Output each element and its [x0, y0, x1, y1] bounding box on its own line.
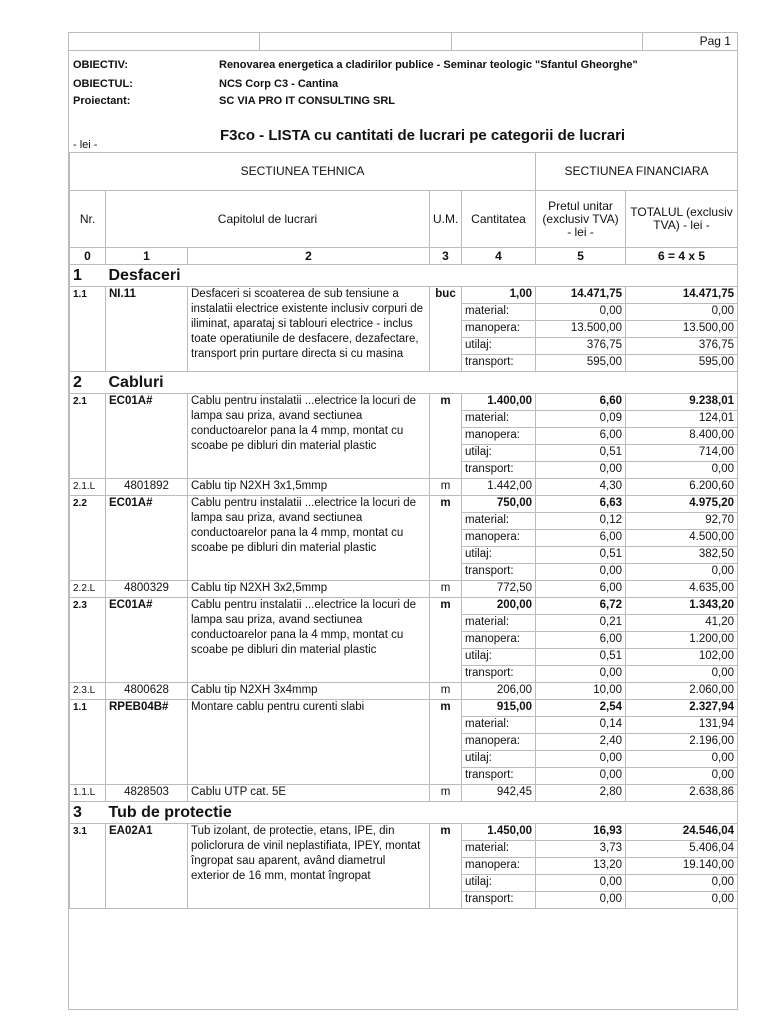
- breakdown-total: 124,01: [626, 411, 738, 428]
- item-total: 24.546,04: [626, 824, 738, 841]
- item-total: 4.975,20: [626, 496, 738, 513]
- breakdown-total: 0,00: [626, 666, 738, 683]
- header-cell: [452, 33, 643, 50]
- item-code: RPEB04B#: [106, 700, 188, 785]
- breakdown-unit-price: 13.500,00: [536, 321, 626, 338]
- col-um: U.M.: [430, 191, 462, 248]
- column-number: 4: [462, 248, 536, 265]
- item-row: [70, 598, 738, 615]
- section-fin-header: SECTIUNEA FINANCIARA: [536, 153, 738, 191]
- breakdown-total: 1.200,00: [626, 632, 738, 649]
- section-header-row: [70, 372, 738, 394]
- item-number: 3.1: [70, 824, 106, 909]
- item-unit: m: [430, 598, 462, 683]
- breakdown-total: 8.400,00: [626, 428, 738, 445]
- material-description: Cablu tip N2XH 3x2,5mmp: [188, 581, 430, 598]
- item-unit: m: [430, 700, 462, 785]
- material-row: [70, 581, 738, 598]
- item-row: [70, 700, 738, 717]
- item-unit: m: [430, 394, 462, 479]
- item-code: EC01A#: [106, 598, 188, 683]
- breakdown-total: 376,75: [626, 338, 738, 355]
- breakdown-total: 4.500,00: [626, 530, 738, 547]
- breakdown-total: 0,00: [626, 304, 738, 321]
- item-unit: m: [430, 824, 462, 909]
- breakdown-unit-price: 0,21: [536, 615, 626, 632]
- item-quantity: 750,00: [462, 496, 536, 513]
- breakdown-label: utilaj:: [462, 547, 536, 564]
- column-number: 1: [106, 248, 188, 265]
- material-number: 2.2.L: [70, 581, 106, 598]
- item-unit: m: [430, 496, 462, 581]
- material-unit: m: [430, 683, 462, 700]
- column-number: 6 = 4 x 5: [626, 248, 738, 265]
- item-description: Cablu pentru instalatii ...electrice la locuri de lampa sau priza, avand sectiunea conductoarelor pana la 4 mmp, montat cu scoabe pe dibluri din material plastic: [188, 598, 430, 683]
- breakdown-total: 102,00: [626, 649, 738, 666]
- material-quantity: 1.442,00: [462, 479, 536, 496]
- works-table: [69, 152, 738, 909]
- breakdown-label: manopera:: [462, 632, 536, 649]
- breakdown-label: transport:: [462, 768, 536, 785]
- material-unit-price: 6,00: [536, 581, 626, 598]
- breakdown-total: 0,00: [626, 462, 738, 479]
- item-unit-price: 2,54: [536, 700, 626, 717]
- material-number: 2.1.L: [70, 479, 106, 496]
- breakdown-unit-price: 6,00: [536, 428, 626, 445]
- breakdown-label: utilaj:: [462, 875, 536, 892]
- breakdown-unit-price: 0,00: [536, 768, 626, 785]
- material-row: [70, 683, 738, 700]
- header-cell: [260, 33, 451, 50]
- page-header-row: [68, 32, 738, 51]
- item-row: [70, 824, 738, 841]
- breakdown-unit-price: 376,75: [536, 338, 626, 355]
- breakdown-label: material:: [462, 411, 536, 428]
- breakdown-total: 92,70: [626, 513, 738, 530]
- item-quantity: 1,00: [462, 287, 536, 304]
- info-value-proiectant: SC VIA PRO IT CONSULTING SRL: [219, 95, 396, 107]
- material-unit: m: [430, 479, 462, 496]
- item-total: 2.327,94: [626, 700, 738, 717]
- breakdown-total: 382,50: [626, 547, 738, 564]
- breakdown-total: 131,94: [626, 717, 738, 734]
- breakdown-unit-price: 0,00: [536, 462, 626, 479]
- breakdown-unit-price: 0,14: [536, 717, 626, 734]
- currency-note: - lei -: [73, 139, 98, 151]
- material-total: 2.638,86: [626, 785, 738, 802]
- material-total: 6.200,60: [626, 479, 738, 496]
- breakdown-label: transport:: [462, 462, 536, 479]
- material-description: Cablu UTP cat. 5E: [188, 785, 430, 802]
- breakdown-label: transport:: [462, 564, 536, 581]
- breakdown-label: manopera:: [462, 428, 536, 445]
- breakdown-unit-price: 0,00: [536, 875, 626, 892]
- breakdown-label: material:: [462, 615, 536, 632]
- breakdown-unit-price: 595,00: [536, 355, 626, 372]
- info-value-obiectiv: Renovarea energetica a cladirilor publice - Seminar teologic "Sfantul Gheorghe": [219, 59, 638, 71]
- document-title: F3co - LISTA cu cantitati de lucrari pe categorii de lucrari: [220, 127, 626, 144]
- item-unit-price: 16,93: [536, 824, 626, 841]
- breakdown-unit-price: 0,51: [536, 445, 626, 462]
- material-unit-price: 2,80: [536, 785, 626, 802]
- section-name: Cabluri: [106, 372, 738, 394]
- breakdown-unit-price: 0,12: [536, 513, 626, 530]
- breakdown-total: 19.140,00: [626, 858, 738, 875]
- item-quantity: 1.400,00: [462, 394, 536, 411]
- item-total: 9.238,01: [626, 394, 738, 411]
- breakdown-total: 0,00: [626, 768, 738, 785]
- breakdown-label: material:: [462, 841, 536, 858]
- breakdown-unit-price: 13,20: [536, 858, 626, 875]
- breakdown-unit-price: 0,00: [536, 564, 626, 581]
- breakdown-unit-price: 0,00: [536, 666, 626, 683]
- breakdown-label: utilaj:: [462, 338, 536, 355]
- section-number: 1: [70, 265, 106, 287]
- breakdown-label: utilaj:: [462, 649, 536, 666]
- item-code: NI.11: [106, 287, 188, 372]
- breakdown-total: 0,00: [626, 564, 738, 581]
- breakdown-unit-price: 0,51: [536, 649, 626, 666]
- col-qty: Cantitatea: [462, 191, 536, 248]
- breakdown-label: material:: [462, 717, 536, 734]
- column-number: 0: [70, 248, 106, 265]
- item-description: Tub izolant, de protectie, etans, IPE, din policlorura de vinil neplastifiata, IPEY, montat îngropat sau aparent, având diametrul exterior de 16 mm, montat îngropat: [188, 824, 430, 909]
- breakdown-label: utilaj:: [462, 751, 536, 768]
- breakdown-total: 2.196,00: [626, 734, 738, 751]
- material-number: 1.1.L: [70, 785, 106, 802]
- col-total: TOTALUL (exclusiv TVA) - lei -: [626, 191, 738, 248]
- item-number: 2.1: [70, 394, 106, 479]
- section-name: Tub de protectie: [106, 802, 738, 824]
- material-total: 2.060,00: [626, 683, 738, 700]
- item-code: EA02A1: [106, 824, 188, 909]
- item-row: [70, 394, 738, 411]
- item-quantity: 200,00: [462, 598, 536, 615]
- info-label-obiectiv: OBIECTIV:: [73, 59, 129, 71]
- breakdown-unit-price: 0,09: [536, 411, 626, 428]
- section-number: 2: [70, 372, 106, 394]
- item-unit-price: 6,63: [536, 496, 626, 513]
- item-total: 1.343,20: [626, 598, 738, 615]
- breakdown-unit-price: 2,40: [536, 734, 626, 751]
- info-label-obiectul: OBIECTUL:: [73, 78, 133, 90]
- breakdown-label: manopera:: [462, 858, 536, 875]
- material-total: 4.635,00: [626, 581, 738, 598]
- breakdown-label: manopera:: [462, 734, 536, 751]
- section-header-row: [70, 265, 738, 287]
- header-cell: [69, 33, 260, 50]
- item-description: Desfaceri si scoaterea de sub tensiune a instalatii electrice existente inclusiv corpuri de iliminat, aparataj si tablouri electrice - inclus toate operatiunile de desfacere, dezafectare, transport prin purtare directa si cu masina: [188, 287, 430, 372]
- section-name: Desfaceri: [106, 265, 738, 287]
- breakdown-label: material:: [462, 304, 536, 321]
- breakdown-label: manopera:: [462, 530, 536, 547]
- column-number: 3: [430, 248, 462, 265]
- breakdown-label: manopera:: [462, 321, 536, 338]
- breakdown-unit-price: 0,00: [536, 892, 626, 909]
- material-code: 4800628: [106, 683, 188, 700]
- breakdown-total: 41,20: [626, 615, 738, 632]
- material-code: 4800329: [106, 581, 188, 598]
- item-unit-price: 6,72: [536, 598, 626, 615]
- item-row: [70, 496, 738, 513]
- material-quantity: 206,00: [462, 683, 536, 700]
- item-quantity: 915,00: [462, 700, 536, 717]
- item-number: 1.1: [70, 700, 106, 785]
- breakdown-label: material:: [462, 513, 536, 530]
- material-row: [70, 479, 738, 496]
- section-number: 3: [70, 802, 106, 824]
- breakdown-unit-price: 0,51: [536, 547, 626, 564]
- material-number: 2.3.L: [70, 683, 106, 700]
- info-label-proiectant: Proiectant:: [73, 95, 131, 107]
- material-row: [70, 785, 738, 802]
- material-quantity: 772,50: [462, 581, 536, 598]
- col-unit-price: Pretul unitar (exclusiv TVA) - lei -: [536, 191, 626, 248]
- breakdown-unit-price: 0,00: [536, 304, 626, 321]
- breakdown-total: 5.406,04: [626, 841, 738, 858]
- item-unit-price: 6,60: [536, 394, 626, 411]
- breakdown-unit-price: 3,73: [536, 841, 626, 858]
- material-description: Cablu tip N2XH 3x1,5mmp: [188, 479, 430, 496]
- page-number: Pag 1: [699, 34, 731, 48]
- breakdown-label: transport:: [462, 355, 536, 372]
- material-code: 4828503: [106, 785, 188, 802]
- item-description: Cablu pentru instalatii ...electrice la locuri de lampa sau priza, avand sectiunea conductoarelor pana la 4 mmp, montat cu scoabe pe dibluri din material plastic: [188, 496, 430, 581]
- col-nr: Nr.: [70, 191, 106, 248]
- item-unit-price: 14.471,75: [536, 287, 626, 304]
- item-unit: buc: [430, 287, 462, 372]
- breakdown-total: 13.500,00: [626, 321, 738, 338]
- material-description: Cablu tip N2XH 3x4mmp: [188, 683, 430, 700]
- material-unit: m: [430, 581, 462, 598]
- material-unit: m: [430, 785, 462, 802]
- item-code: EC01A#: [106, 496, 188, 581]
- breakdown-unit-price: 6,00: [536, 530, 626, 547]
- breakdown-unit-price: 6,00: [536, 632, 626, 649]
- item-number: 1.1: [70, 287, 106, 372]
- breakdown-total: 714,00: [626, 445, 738, 462]
- breakdown-label: utilaj:: [462, 445, 536, 462]
- section-header-row: [70, 802, 738, 824]
- item-code: EC01A#: [106, 394, 188, 479]
- breakdown-total: 595,00: [626, 355, 738, 372]
- breakdown-label: transport:: [462, 892, 536, 909]
- material-unit-price: 4,30: [536, 479, 626, 496]
- item-number: 2.2: [70, 496, 106, 581]
- section-tech-header: SECTIUNEA TEHNICA: [70, 153, 536, 191]
- col-chapter: Capitolul de lucrari: [106, 191, 430, 248]
- column-number: 2: [188, 248, 430, 265]
- breakdown-total: 0,00: [626, 892, 738, 909]
- material-code: 4801892: [106, 479, 188, 496]
- item-row: [70, 287, 738, 304]
- breakdown-label: transport:: [462, 666, 536, 683]
- item-description: Cablu pentru instalatii ...electrice la locuri de lampa sau priza, avand sectiunea conductoarelor pana la 4 mmp, montat cu scoabe pe dibluri din material plastic: [188, 394, 430, 479]
- item-description: Montare cablu pentru curenti slabi: [188, 700, 430, 785]
- breakdown-unit-price: 0,00: [536, 751, 626, 768]
- item-quantity: 1.450,00: [462, 824, 536, 841]
- material-quantity: 942,45: [462, 785, 536, 802]
- item-total: 14.471,75: [626, 287, 738, 304]
- info-value-obiectul: NCS Corp C3 - Cantina: [219, 78, 339, 90]
- breakdown-total: 0,00: [626, 751, 738, 768]
- column-number: 5: [536, 248, 626, 265]
- breakdown-total: 0,00: [626, 875, 738, 892]
- material-unit-price: 10,00: [536, 683, 626, 700]
- item-number: 2.3: [70, 598, 106, 683]
